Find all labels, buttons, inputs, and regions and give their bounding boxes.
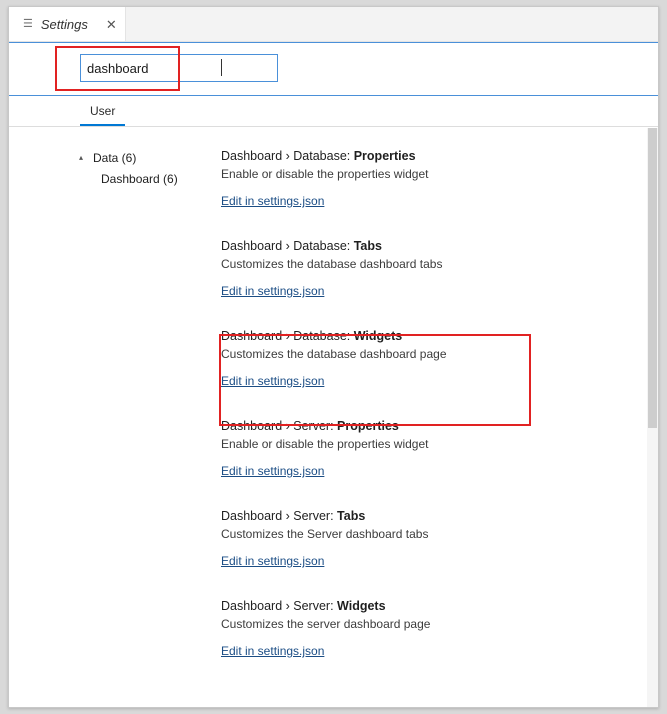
tab-user[interactable]: User — [80, 104, 125, 126]
setting-name: Properties — [353, 149, 416, 163]
text-caret — [221, 59, 222, 76]
setting-path: Dashboard › Server: — [221, 509, 338, 523]
setting-title — [221, 599, 644, 613]
settings-body — [9, 127, 658, 707]
setting-title — [221, 149, 644, 163]
tree-item-dashboard[interactable] — [79, 172, 199, 186]
setting-title — [221, 239, 644, 253]
setting-path: Dashboard › Database: — [221, 239, 354, 253]
edit-in-settings-json-link[interactable]: Edit in settings.json — [221, 194, 325, 208]
chevron-up-icon[interactable]: ▴ — [79, 153, 84, 162]
list-item[interactable] — [221, 509, 644, 570]
tree-item-data-label: Data (6) — [93, 151, 137, 165]
list-item[interactable] — [221, 239, 644, 300]
settings-scope-tabs — [9, 96, 658, 127]
setting-description: Customizes the Server dashboard tabs — [221, 527, 429, 541]
close-icon[interactable]: ✕ — [105, 16, 117, 32]
edit-in-settings-json-link[interactable]: Edit in settings.json — [221, 374, 325, 388]
setting-title — [221, 329, 644, 343]
edit-in-settings-json-link[interactable]: Edit in settings.json — [221, 554, 325, 568]
search-input[interactable] — [80, 54, 278, 82]
setting-path: Dashboard › Server: — [221, 419, 338, 433]
list-item[interactable] — [221, 329, 644, 390]
settings-list-icon: ☰ — [23, 17, 33, 30]
vertical-scrollbar[interactable] — [647, 128, 658, 707]
setting-description: Customizes the database dashboard tabs — [221, 257, 443, 271]
setting-path: Dashboard › Server: — [221, 599, 338, 613]
tree-item-data[interactable] — [79, 151, 199, 165]
tab-settings[interactable] — [9, 7, 126, 41]
scrollbar-thumb[interactable] — [648, 128, 657, 428]
edit-in-settings-json-link[interactable]: Edit in settings.json — [221, 464, 325, 478]
tab-settings-label: Settings — [40, 16, 88, 32]
setting-name: Properties — [337, 419, 399, 433]
setting-description: Enable or disable the properties widget — [221, 437, 429, 451]
setting-description: Enable or disable the properties widget — [221, 167, 429, 181]
setting-description: Customizes the database dashboard page — [221, 347, 447, 361]
list-item[interactable] — [221, 599, 644, 660]
list-item[interactable] — [221, 419, 644, 480]
setting-title — [221, 419, 644, 433]
settings-window — [8, 6, 659, 708]
search-area — [9, 42, 658, 96]
list-item[interactable] — [221, 149, 644, 210]
tab-bar — [9, 7, 658, 42]
setting-name: Tabs — [337, 509, 366, 523]
edit-in-settings-json-link[interactable]: Edit in settings.json — [221, 284, 325, 298]
setting-name: Tabs — [353, 239, 382, 253]
settings-results-list — [199, 127, 658, 707]
tree-item-dashboard-label: Dashboard (6) — [101, 172, 178, 186]
search-top-divider — [9, 42, 658, 43]
edit-in-settings-json-link[interactable]: Edit in settings.json — [221, 644, 325, 658]
setting-name: Widgets — [337, 599, 386, 613]
settings-tree — [9, 127, 199, 707]
setting-description: Customizes the server dashboard page — [221, 617, 431, 631]
setting-title — [221, 509, 644, 523]
setting-path: Dashboard › Database: — [221, 149, 354, 163]
setting-name: Widgets — [353, 329, 403, 343]
setting-path: Dashboard › Database: — [221, 329, 354, 343]
